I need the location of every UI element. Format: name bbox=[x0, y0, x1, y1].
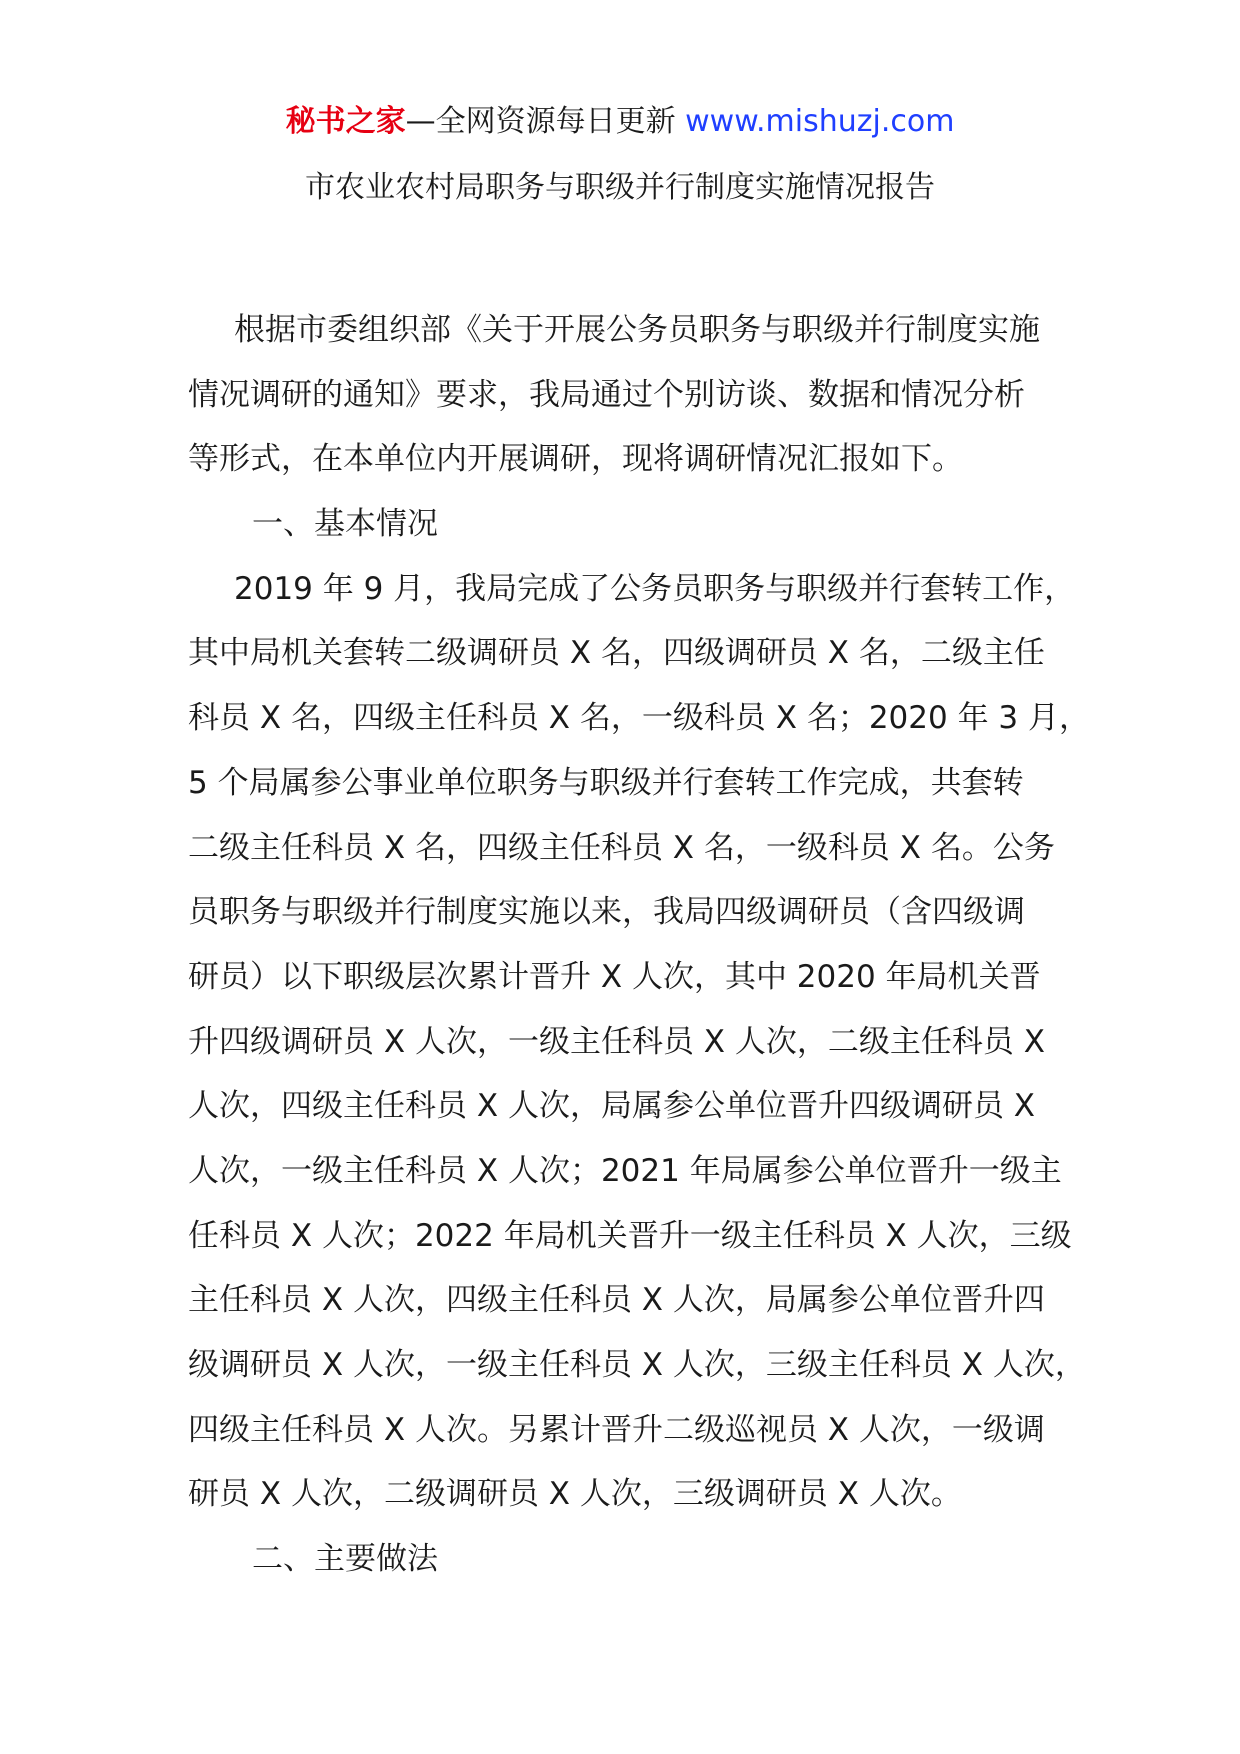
brand-name: 秘书之家 bbox=[285, 104, 406, 139]
paragraph-line: 任科员 X 人次；2022 年局机关晋升一级主任科员 X 人次，三级 bbox=[188, 1217, 1072, 1254]
paragraph-line: 主任科员 X 人次，四级主任科员 X 人次，局属参公单位晋升四 bbox=[188, 1282, 1045, 1319]
section-heading: 一、基本情况 bbox=[252, 506, 438, 543]
header-tagline: —全网资源每日更新 bbox=[405, 104, 686, 139]
document-body bbox=[188, 298, 1091, 1592]
paragraph-line: 等形式，在本单位内开展调研，现将调研情况汇报如下。 bbox=[188, 441, 963, 478]
paragraph-line: 根据市委组织部《关于开展公务员职务与职级并行制度实施 bbox=[234, 312, 1040, 348]
document-title: 市农业农村局职务与职级并行制度实施情况报告 bbox=[305, 170, 935, 205]
paragraph-line: 人次，一级主任科员 X 人次；2021 年局属参公单位晋升一级主 bbox=[188, 1152, 1062, 1189]
site-url-link[interactable]: www.mishuzj.com bbox=[685, 104, 955, 139]
paragraph-line: 其中局机关套转二级调研员 X 名，四级调研员 X 名，二级主任 bbox=[188, 635, 1045, 672]
paragraph-line: 情况调研的通知》要求，我局通过个别访谈、数据和情况分析 bbox=[188, 376, 1025, 413]
paragraph-line: 四级主任科员 X 人次。另累计晋升二级巡视员 X 人次，一级调 bbox=[188, 1411, 1045, 1448]
paragraph-line: 人次，四级主任科员 X 人次，局属参公单位晋升四级调研员 X bbox=[188, 1088, 1036, 1125]
paragraph-line: 员职务与职级并行制度实施以来，我局四级调研员（含四级调 bbox=[188, 894, 1025, 931]
paragraph-line: 研员）以下职级层次累计晋升 X 人次，其中 2020 年局机关晋 bbox=[188, 958, 1041, 995]
paragraph-line: 2019 年 9 月，我局完成了公务员职务与职级并行套转工作， bbox=[234, 570, 1076, 607]
section-heading: 二、主要做法 bbox=[252, 1541, 438, 1578]
paragraph-line: 升四级调研员 X 人次，一级主任科员 X 人次，二级主任科员 X bbox=[188, 1023, 1045, 1060]
paragraph-line: 5 个局属参公事业单位职务与职级并行套转工作完成，共套转 bbox=[188, 764, 1024, 801]
paragraph-line: 科员 X 名，四级主任科员 X 名，一级科员 X 名；2020 年 3 月， bbox=[188, 700, 1091, 737]
paragraph-line: 二级主任科员 X 名，四级主任科员 X 名，一级科员 X 名。公务 bbox=[188, 829, 1055, 866]
paragraph-line: 研员 X 人次，二级调研员 X 人次，三级调研员 X 人次。 bbox=[188, 1476, 962, 1513]
site-header bbox=[0, 100, 1240, 144]
paragraph-line: 级调研员 X 人次，一级主任科员 X 人次，三级主任科员 X 人次， bbox=[188, 1347, 1086, 1383]
